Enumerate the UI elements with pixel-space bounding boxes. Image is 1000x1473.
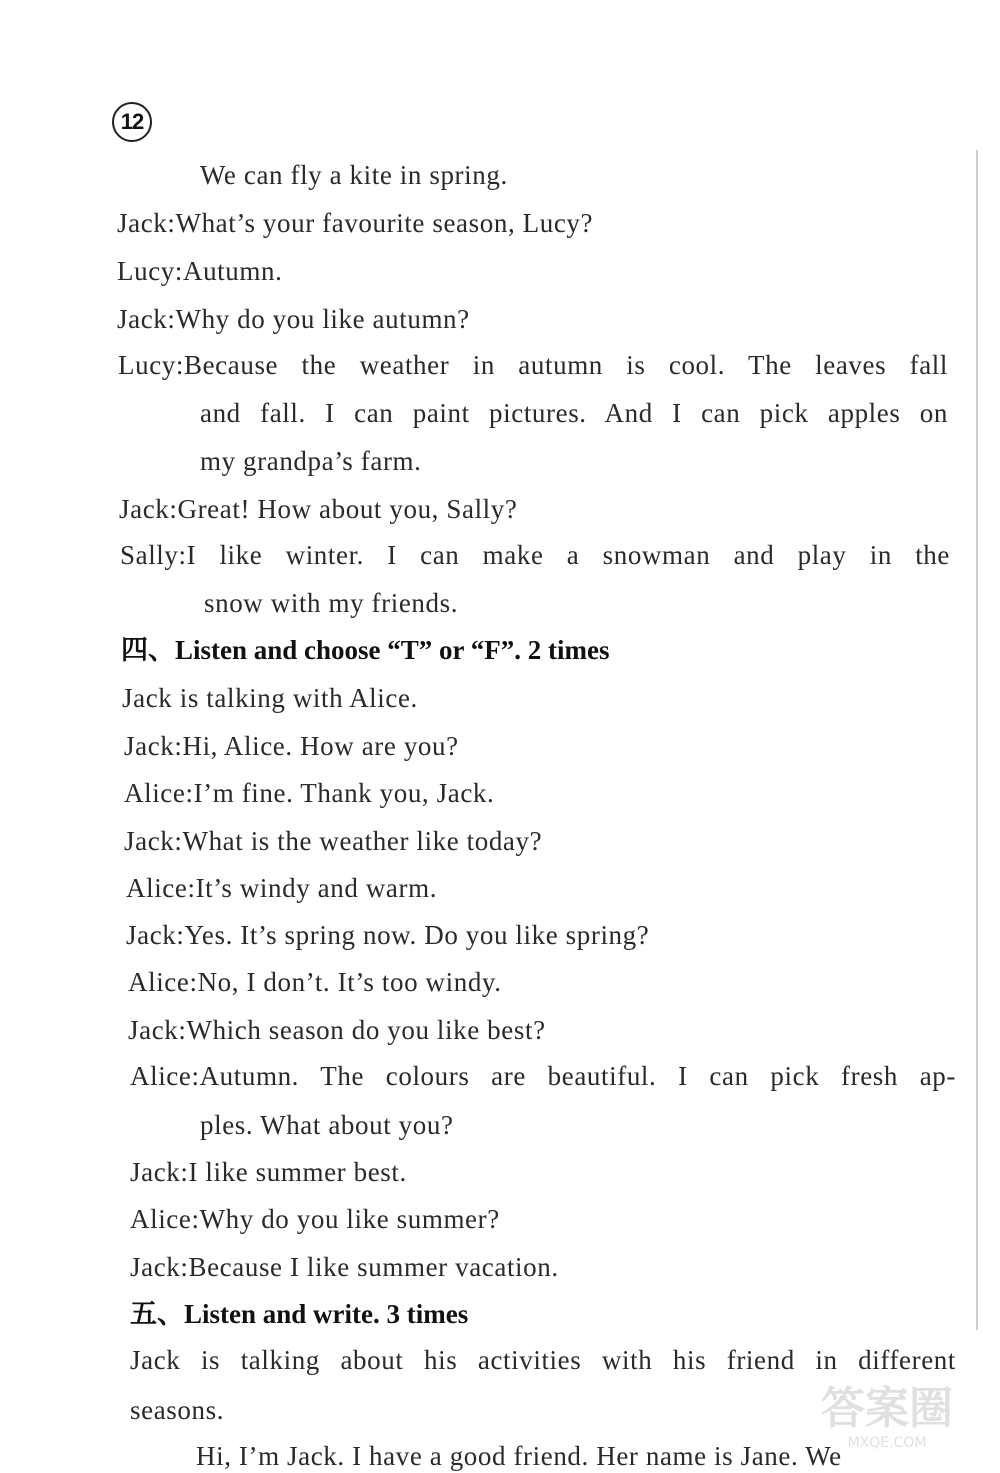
speaker-label: Jack: [128, 1015, 187, 1045]
dialogue-line [130, 1155, 407, 1189]
dialogue-text: What is the weather like today? [182, 826, 543, 856]
dialogue-line [124, 729, 459, 763]
dialogue-text: Yes. It’s spring now. Do you like spring? [184, 920, 650, 950]
dialogue-line [124, 824, 542, 858]
speaker-label: Sally: [120, 540, 187, 570]
speaker-label: Jack: [117, 208, 176, 238]
dialogue-line [117, 206, 593, 240]
dialogue-text: I like winter. I can make a snowman and play in the [186, 540, 950, 570]
dialogue-text: I like summer best. [188, 1157, 407, 1187]
dialogue-continuation: and fall. I can paint pictures. And I can pick apples on [200, 398, 948, 428]
dialogue-line [130, 1059, 956, 1093]
speaker-label: Jack: [126, 920, 185, 950]
page-number-badge: 12 [112, 102, 152, 142]
dialogue-text: What’s your favourite season, Lucy? [175, 208, 594, 238]
watermark-text: 答案圈 [821, 1383, 953, 1434]
dialogue-text: Which season do you like best? [186, 1015, 546, 1045]
dialogue-line [128, 965, 502, 999]
section-intro-continuation: seasons. [130, 1395, 225, 1425]
dialogue-line [120, 538, 950, 572]
dialogue-line [130, 1202, 500, 1236]
watermark-subtext: MXQE.COM [847, 1435, 927, 1451]
dialogue-text: Autumn. [182, 256, 283, 286]
dialogue-text: Autumn. The colours are beautiful. I can pick fresh ap- [199, 1061, 956, 1091]
dialogue-line [117, 302, 470, 336]
speaker-label: Alice: [126, 873, 196, 903]
speaker-label: Jack: [124, 826, 183, 856]
speaker-label: Jack: [124, 731, 183, 761]
dialogue-line [126, 871, 437, 905]
section-intro: Jack is talking about his activities with his friend in different [130, 1345, 956, 1375]
dialogue-line [124, 776, 494, 810]
dialogue-continuation [200, 1108, 454, 1142]
dialogue-continuation: snow with my friends. [204, 588, 459, 618]
dialogue-text: Why do you like summer? [199, 1204, 500, 1234]
dialogue-text: Why do you like autumn? [175, 304, 470, 334]
margin-rule [976, 150, 978, 1330]
speaker-label: Jack: [130, 1252, 189, 1282]
section-heading-5: 五、Listen and write. 3 times [130, 1299, 469, 1329]
text-line: We can fly a kite in spring. [200, 160, 508, 190]
speaker-label: Jack: [117, 304, 176, 334]
speaker-label: Jack: [130, 1157, 189, 1187]
speaker-label: Lucy: [118, 350, 184, 380]
passage-text: Hi, I’m Jack. I have a good friend. Her name is Jane. We [196, 1441, 842, 1471]
section-heading-4: 四、Listen and choose “T” or “F”. 2 times [121, 635, 610, 665]
section-intro: Jack is talking with Alice. [122, 683, 418, 713]
speaker-label: Alice: [128, 967, 198, 997]
dialogue-line [118, 348, 948, 382]
dialogue-line [119, 492, 517, 526]
speaker-label: Alice: [124, 778, 194, 808]
dialogue-continuation: my grandpa’s farm. [200, 446, 422, 476]
dialogue-line [126, 918, 649, 952]
speaker-label: Alice: [130, 1061, 200, 1091]
dialogue-text: Because I like summer vacation. [188, 1252, 559, 1282]
dialogue-text: No, I don’t. It’s too windy. [197, 967, 502, 997]
dialogue-line [128, 1013, 546, 1047]
dialogue-line [117, 254, 282, 288]
dialogue-line [130, 1250, 559, 1284]
speaker-label: Lucy: [117, 256, 183, 286]
dialogue-text: It’s windy and warm. [195, 873, 438, 903]
watermark-logo [792, 1373, 982, 1453]
speaker-label: Jack: [119, 494, 178, 524]
dialogue-text: Because the weather in autumn is cool. The leaves fall [183, 350, 948, 380]
speaker-label: Alice: [130, 1204, 200, 1234]
dialogue-text: I’m fine. Thank you, Jack. [193, 778, 495, 808]
dialogue-text: ples. What about you? [200, 1110, 454, 1140]
dialogue-text: Great! How about you, Sally? [177, 494, 518, 524]
dialogue-text: Hi, Alice. How are you? [182, 731, 459, 761]
